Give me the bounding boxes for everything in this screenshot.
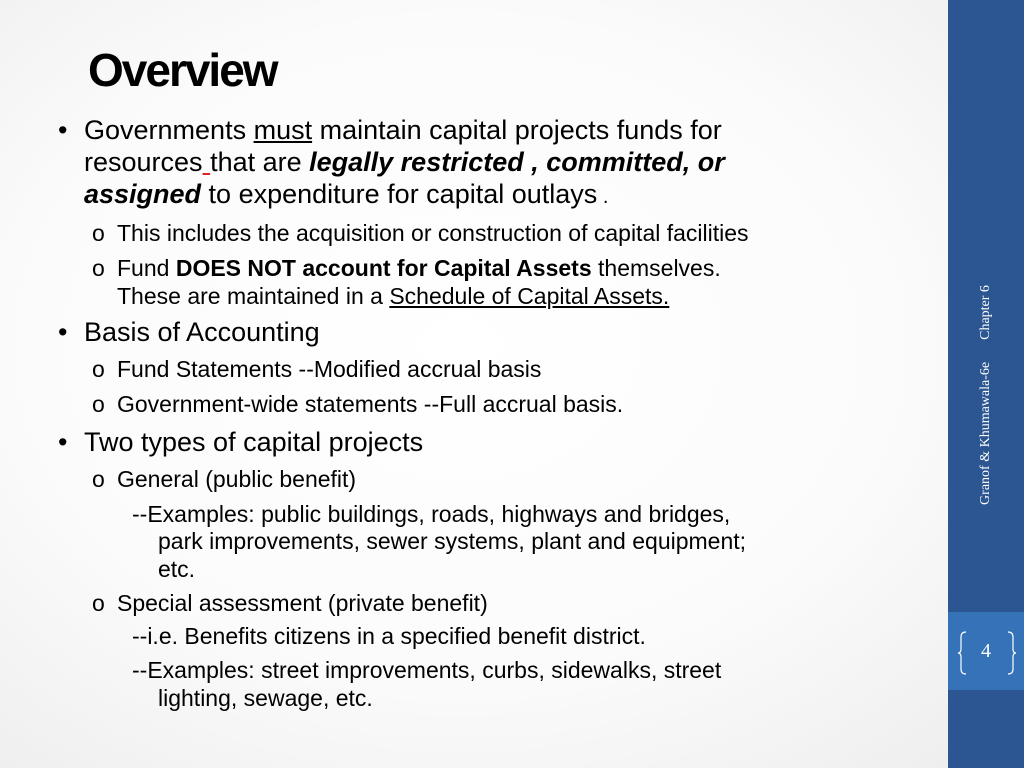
bullet-1-line-3: assigned to expenditure for capital outlays . <box>84 179 609 209</box>
page-number: 4 <box>981 639 991 662</box>
sub-bullet-marker: o <box>92 255 105 281</box>
sidebar-footer <box>978 285 994 505</box>
footer-chapter-text: Chapter 6 <box>978 285 993 340</box>
sub-bullet-marker: o <box>92 220 105 246</box>
general-examples-line-3: etc. <box>158 556 196 582</box>
special-ie-line: --i.e. Benefits citizens in a specified benefit district. <box>132 623 646 649</box>
schedule-of-capital-assets-link: Schedule of Capital Assets. <box>389 283 670 309</box>
sub-bullet-marker: o <box>92 466 105 492</box>
sub-bullet-marker: o <box>92 590 105 616</box>
general-examples-line-2: park improvements, sewer systems, plant and equipment; <box>158 528 747 554</box>
bullet-1-line-1: Governments must maintain capital projects funds for <box>84 115 722 145</box>
bullet-marker: • <box>58 427 68 457</box>
sub-bullet-general: General (public benefit) <box>117 466 357 492</box>
bullet-marker: • <box>58 317 68 347</box>
special-examples-line-1: --Examples: street improvements, curbs, sidewalks, street <box>132 657 722 683</box>
emphasis-must: must <box>253 115 313 145</box>
bullet-marker: • <box>58 115 68 145</box>
sub-bullet-marker: o <box>92 356 105 382</box>
sub-bullet-fund-statements: Fund Statements --Modified accrual basis <box>117 356 542 382</box>
slide-title: Overview <box>88 44 277 96</box>
bullet-1-line-2: resources that are legally restricted , committed, or <box>84 147 725 177</box>
general-examples-line-1: --Examples: public buildings, roads, highways and bridges, <box>132 501 731 527</box>
special-examples-line-2: lighting, sewage, etc. <box>158 685 373 711</box>
emphasis-legally-restricted: legally restricted , committed, or <box>309 147 725 177</box>
sub-bullet-acquisition: This includes the acquisition or construction of capital facilities <box>117 220 749 246</box>
sub-bullet-capital-assets: Fund DOES NOT account for Capital Assets themselves. <box>117 255 721 281</box>
bullet-basis-of-accounting: Basis of Accounting <box>84 317 320 347</box>
sub-bullet-special-assessment: Special assessment (private benefit) <box>117 590 488 616</box>
footer-author-text: Granof & Khumawala-6e <box>978 361 993 505</box>
sub-bullet-marker: o <box>92 391 105 417</box>
bullet-two-types: Two types of capital projects <box>84 427 424 457</box>
sub-bullet-capital-assets-line-2: These are maintained in a Schedule of Capital Assets. <box>117 283 670 309</box>
sub-bullet-government-wide: Government-wide statements --Full accrual basis. <box>117 391 624 417</box>
bullet-item <box>58 114 67 146</box>
